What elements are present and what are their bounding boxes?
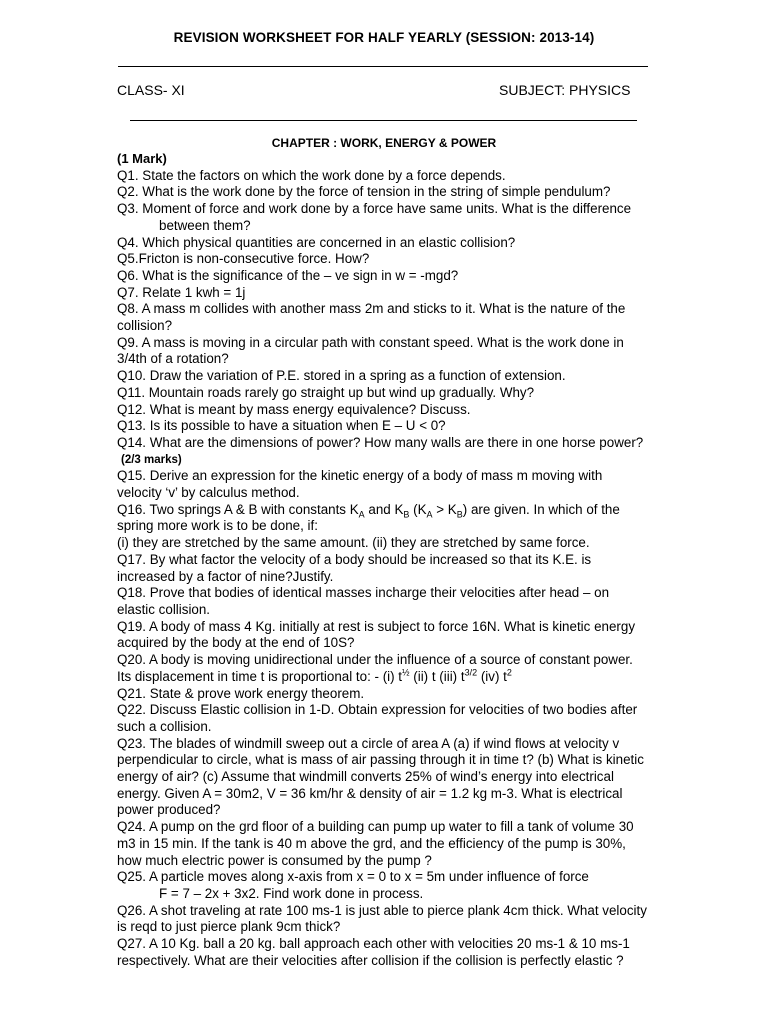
q20-part: (ii) t (iii) t <box>409 668 465 684</box>
question-16-options: (i) they are stretched by the same amount. (ii) they are stretched by same force. <box>117 535 590 551</box>
question-1: Q1. State the factors on which the work done by a force depends. <box>117 167 506 183</box>
question-24: Q24. A pump on the grd floor of a building can pump up water to fill a tank of volume 30 m3 in 15 min. If the tank is 40 m above the grd, and the efficiency of the pump is 30%, how much electric power is consumed by the pump ? <box>117 819 634 868</box>
q20-sup: 2 <box>506 667 512 678</box>
question-27: Q27. A 10 Kg. ball a 20 kg. ball approach each other with velocities 20 ms-1 & 10 ms-1 respectively. What are their velocities after collision if the collision is perfectly elastic ? <box>117 936 630 968</box>
worksheet-title: REVISION WORKSHEET FOR HALF YEARLY (SESSION: 2013-14) <box>173 30 595 45</box>
question-3 <box>117 201 647 234</box>
q20-sup: 3/2 <box>464 667 478 678</box>
q16-sub: A <box>426 509 433 520</box>
question-21: Q21. State & prove work energy theorem. <box>117 685 365 701</box>
question-8: Q8. A mass m collides with another mass 2m and sticks to it. What is the nature of the collision? <box>117 301 626 334</box>
question-14: Q14. What are the dimensions of power? How many walls are there in one horse power? <box>117 434 644 450</box>
q16-part: Q16. Two springs A & B with constants K <box>117 501 359 517</box>
q16-sub: B <box>403 509 410 520</box>
header-divider <box>130 120 637 121</box>
subject-label: SUBJECT: PHYSICS <box>499 82 631 98</box>
question-26: Q26. A shot traveling at rate 100 ms-1 is just able to pierce plank 4cm thick. What velocity is reqd to just pierce plank 9cm thick? <box>117 902 647 935</box>
question-10: Q10. Draw the variation of P.E. stored in a spring as a function of extension. <box>117 368 566 384</box>
question-22: Q22. Discuss Elastic collision in 1-D. Obtain expression for velocities of two bodies after such a collision. <box>117 702 638 734</box>
question-18: Q18. Prove that bodies of identical masses incharge their velocities after head – on elastic collision. <box>117 585 610 617</box>
q20-sup: ½ <box>402 667 410 678</box>
question-19: Q19. A body of mass 4 Kg. initially at rest is subject to force 16N. What is kinetic energy acquired by the body at the end of 10S? <box>117 618 636 651</box>
q16-part: > K <box>432 501 457 517</box>
question-17: Q17. By what factor the velocity of a body should be increased so that its K.E. is increased by a factor of nine?Justify. <box>117 551 592 584</box>
q16-part: ) are given. In which of the spring more work is to be done, if: <box>117 501 620 534</box>
question-3-text-cont: between them? <box>159 217 251 233</box>
question-16 <box>117 502 647 535</box>
question-25-formula: F = 7 – 2x + 3x2. Find work done in process. <box>159 885 424 901</box>
question-4: Q4. Which physical quantities are concerned in an elastic collision? <box>117 234 516 250</box>
title-divider <box>118 66 648 67</box>
section-two-three-marks: (2/3 marks) <box>121 453 182 466</box>
q16-sub: B <box>456 509 463 520</box>
question-12: Q12. What is meant by mass energy equivalence? Discuss. <box>117 401 471 417</box>
question-20 <box>117 652 647 685</box>
chapter-heading: CHAPTER : WORK, ENERGY & POWER <box>271 136 497 150</box>
q16-sub: A <box>358 509 365 520</box>
q20-part: Q20. A body is moving unidirectional under the influence of a source of constant power. Its displacement in time t is proportional to: - (i) t <box>117 652 633 684</box>
question-23: Q23. The blades of windmill sweep out a circle of area A (a) if wind flows at velocity v perpendicular to circle, what is mass of air passing through it in time t? (b) What is kinetic energy of air? (c) Assume that windmill converts 25% of wind’s energy into electrical energy. Given A = 30m2, V = 36 km/hr & density of air = 1.2 kg m-3. What is electrical power produced? <box>117 735 644 818</box>
question-15: Q15. Derive an expression for the kinetic energy of a body of mass m moving with velocity ‘v’ by calculus method. <box>117 468 603 501</box>
section-one-mark: (1 Mark) <box>117 151 167 166</box>
q16-part: (K <box>409 501 427 517</box>
question-11: Q11. Mountain roads rarely go straight up but wind up gradually. Why? <box>117 384 535 400</box>
question-9: Q9. A mass is moving in a circular path with constant speed. What is the work done in 3/4th of a rotation? <box>117 334 624 367</box>
question-6: Q6. What is the significance of the – ve sign in w = -mgd? <box>117 267 459 283</box>
question-7: Q7. Relate 1 kwh = 1j <box>117 284 246 300</box>
question-5: Q5.Fricton is non-consecutive force. How? <box>117 251 370 267</box>
question-13: Q13. Is its possible to have a situation when E – U < 0? <box>117 418 446 434</box>
question-3-text: Q3. Moment of force and work done by a force have same units. What is the difference <box>117 201 632 217</box>
question-25: Q25. A particle moves along x-axis from x = 0 to x = 5m under influence of force <box>117 869 589 885</box>
class-label: CLASS- XI <box>117 82 185 98</box>
question-2: Q2. What is the work done by the force of tension in the string of simple pendulum? <box>117 184 611 200</box>
question-list <box>117 151 647 969</box>
q16-part: and K <box>364 501 404 517</box>
q20-part: (iv) t <box>477 668 507 684</box>
